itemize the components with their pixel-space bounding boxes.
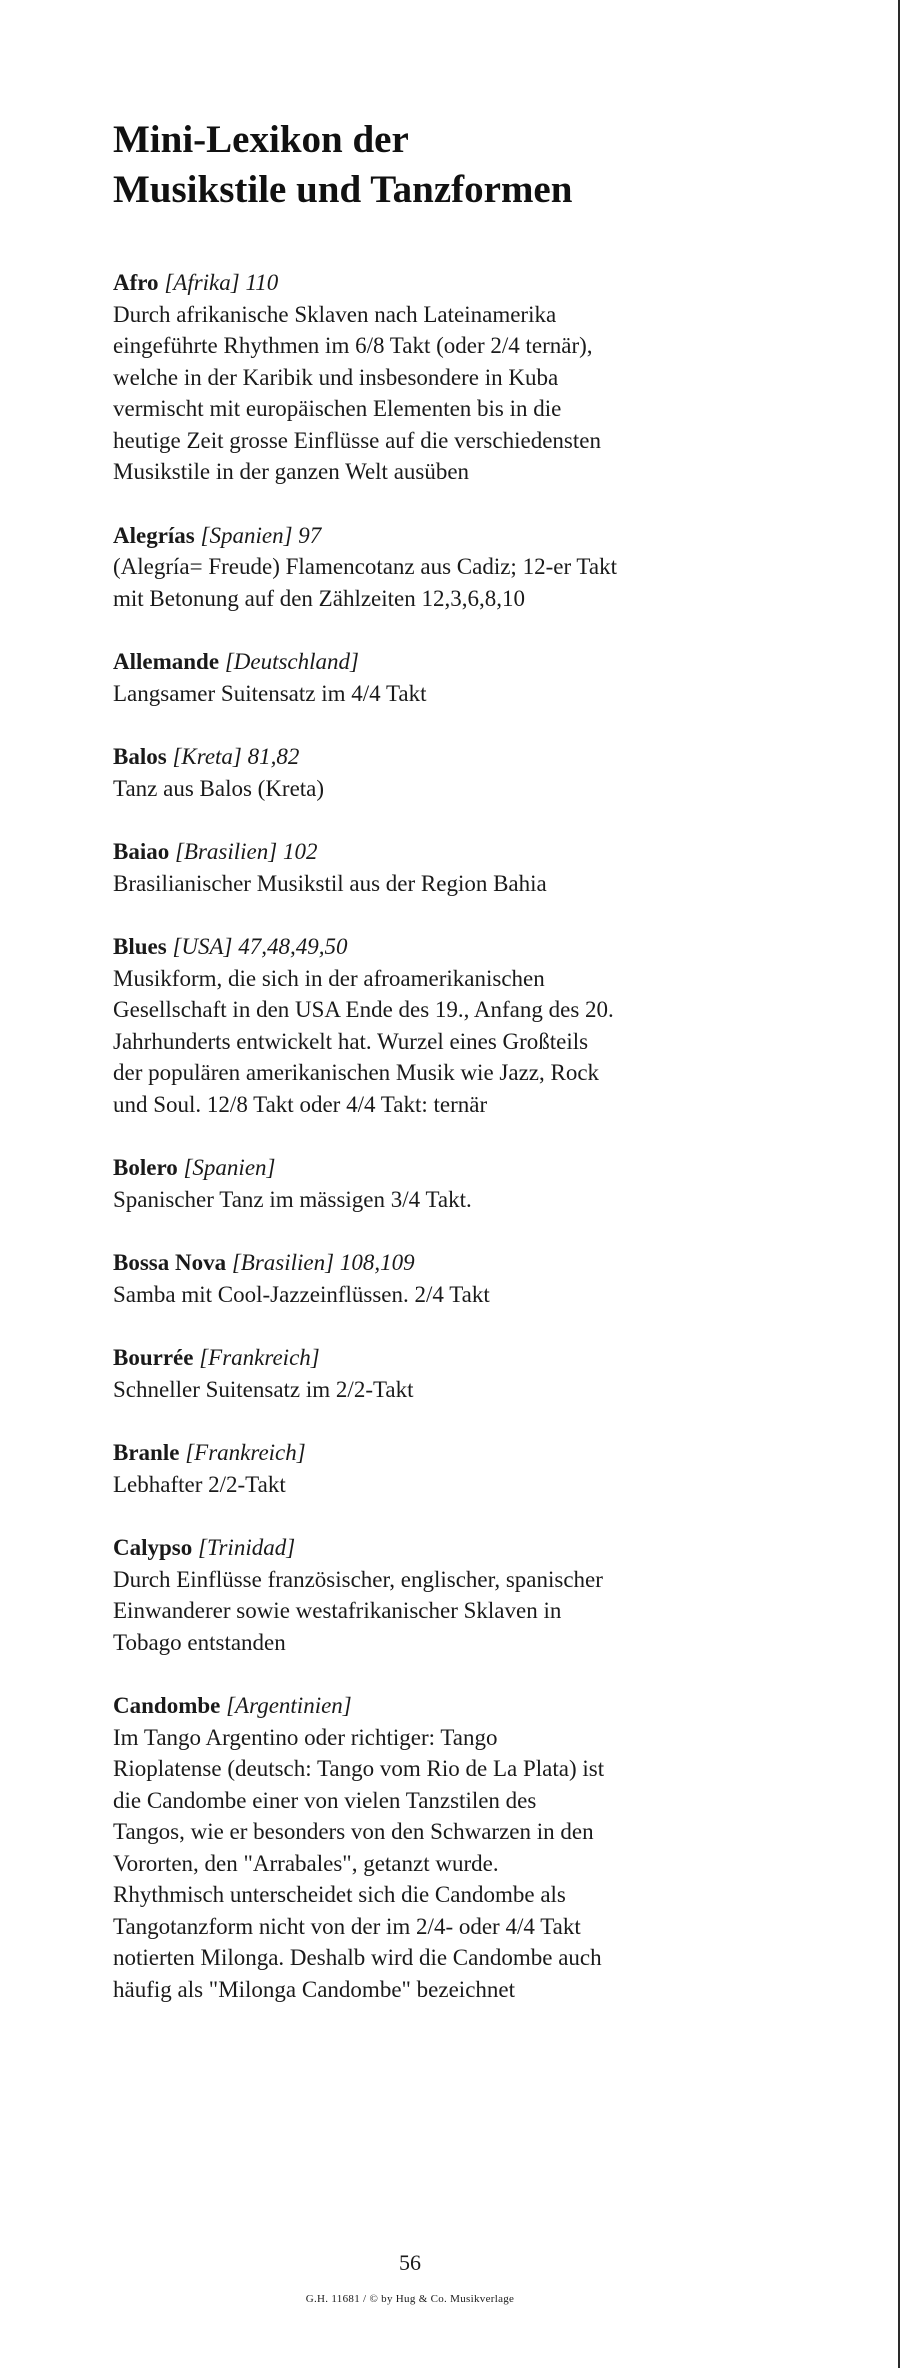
entry-origin: [Argentinien] [226,1693,352,1718]
entry-term: Calypso [113,1535,193,1560]
page-number: 56 [399,2250,421,2275]
entry-term: Allemande [113,649,220,674]
entry-origin: [Brasilien] 102 [174,839,318,864]
entry-description: Im Tango Argentino oder richtiger: Tango Rioplatense (deutsch: Tango vom Rio de La Plata) ist die Candombe einer von vielen Tanzstilen des Tangos, wie er besonders von den Schwarzen in den Vororten, den "Arrabales", getanzt wurde. Rhythmisch unterscheidet sich die Candombe als Tangotanzform nicht von der im 2/4- oder 4/4 Takt notierten Milonga. Deshalb wird die Candombe auch häufig als "Milonga Candombe" bezeichnet [113,1724,605,2002]
entry-term: Candombe [113,1693,221,1718]
lexicon-entry-bourree [113,1342,753,1405]
entry-description: Samba mit Cool-Jazzeinflüssen. 2/4 Takt [113,1281,490,1307]
lexicon-entry-bolero [113,1152,753,1215]
entry-term: Alegrías [113,522,195,548]
entry-heading [113,1152,753,1184]
entry-description: Spanischer Tanz im mässigen 3/4 Takt. [113,1186,472,1212]
entry-origin: [Spanien] 97 [200,522,322,548]
entry-description: Lebhafter 2/2-Takt [113,1471,286,1497]
entry-description: Langsamer Suitensatz im 4/4 Takt [113,680,427,706]
lexicon-entry-allemande [113,646,753,709]
title-line: Mini-Lexikon der [113,118,409,161]
entry-term: Bossa Nova [113,1250,227,1275]
lexicon-entry-candombe [113,1690,753,2005]
entry-term: Balos [113,744,167,769]
entry-description: (Alegría= Freude) Flamencotanz aus Cadiz; 12-er Takt mit Betonung auf den Zählzeiten 12,3,6,8,10 [113,554,617,611]
entry-description: Durch afrikanische Sklaven nach Lateinamerika eingeführte Rhythmen im 6/8 Takt (oder 2/4 ternär), welche in der Karibik und insbesondere in Kuba vermischt mit europäischen Elementen bis in die heutige Zeit grosse Einflüsse auf die verschiedensten Musikstile in der ganzen Welt ausüben [113,301,601,484]
entry-origin: [Brasilien] 108,109 [231,1250,415,1275]
entry-heading [113,1437,753,1469]
entry-origin: [Frankreich] [185,1440,306,1465]
entry-term: Afro [113,270,159,295]
entry-term: Branle [113,1440,180,1465]
title-line: Musikstile und Tanzformen [113,168,573,211]
entry-heading [113,836,753,868]
entry-description: Brasilianischer Musikstil aus der Region Bahia [113,870,547,896]
entry-heading [113,646,753,678]
lexicon-entry-balos [113,741,753,804]
lexicon-entry-alegrias [113,520,753,615]
entry-origin: [Trinidad] [198,1535,296,1560]
entry-description: Durch Einflüsse französischer, englischer, spanischer Einwanderer sowie westafrikanischer Sklaven in Tobago entstanden [113,1566,603,1655]
entry-term: Blues [113,934,167,959]
entry-term: Bourrée [113,1345,194,1370]
lexicon-entry-calypso [113,1532,753,1658]
lexicon-entry-blues [113,931,753,1120]
entry-heading [113,520,753,552]
entry-description: Musikform, die sich in der afroamerikanischen Gesellschaft in den USA Ende des 19., Anfang des 20. Jahrhunderts entwickelt hat. Wurzel eines Großteils der populären amerikanischen Musik wie Jazz, Rock und Soul. 12/8 Takt oder 4/4 Takt: ternär [113,965,614,1117]
entry-heading [113,267,753,299]
entry-description: Schneller Suitensatz im 2/2-Takt [113,1376,414,1402]
copyright-line: G.H. 11681 / © by Hug & Co. Musikverlage [305,2293,515,2305]
lexicon-entry-bossa-nova [113,1247,753,1310]
entry-origin: [USA] 47,48,49,50 [172,934,348,959]
entry-heading [113,1247,753,1279]
entry-origin: [Spanien] [183,1155,276,1180]
entry-heading [113,1342,753,1374]
entry-description: Tanz aus Balos (Kreta) [113,775,325,801]
entry-term: Bolero [113,1155,178,1180]
entry-origin: [Deutschland] [224,649,359,674]
entry-origin: [Afrika] 110 [164,270,279,295]
entry-heading [113,741,753,773]
lexicon-entry-branle [113,1437,753,1500]
lexicon-page [113,115,753,2037]
entry-origin: [Frankreich] [199,1345,320,1370]
entry-heading [113,931,753,963]
lexicon-entry-baiao [113,836,753,899]
entry-heading [113,1532,753,1564]
entry-origin: [Kreta] 81,82 [172,744,300,769]
entry-term: Baiao [113,839,170,864]
entry-heading [113,1690,753,1722]
page-title [113,115,753,215]
lexicon-entry-afro [113,267,753,488]
